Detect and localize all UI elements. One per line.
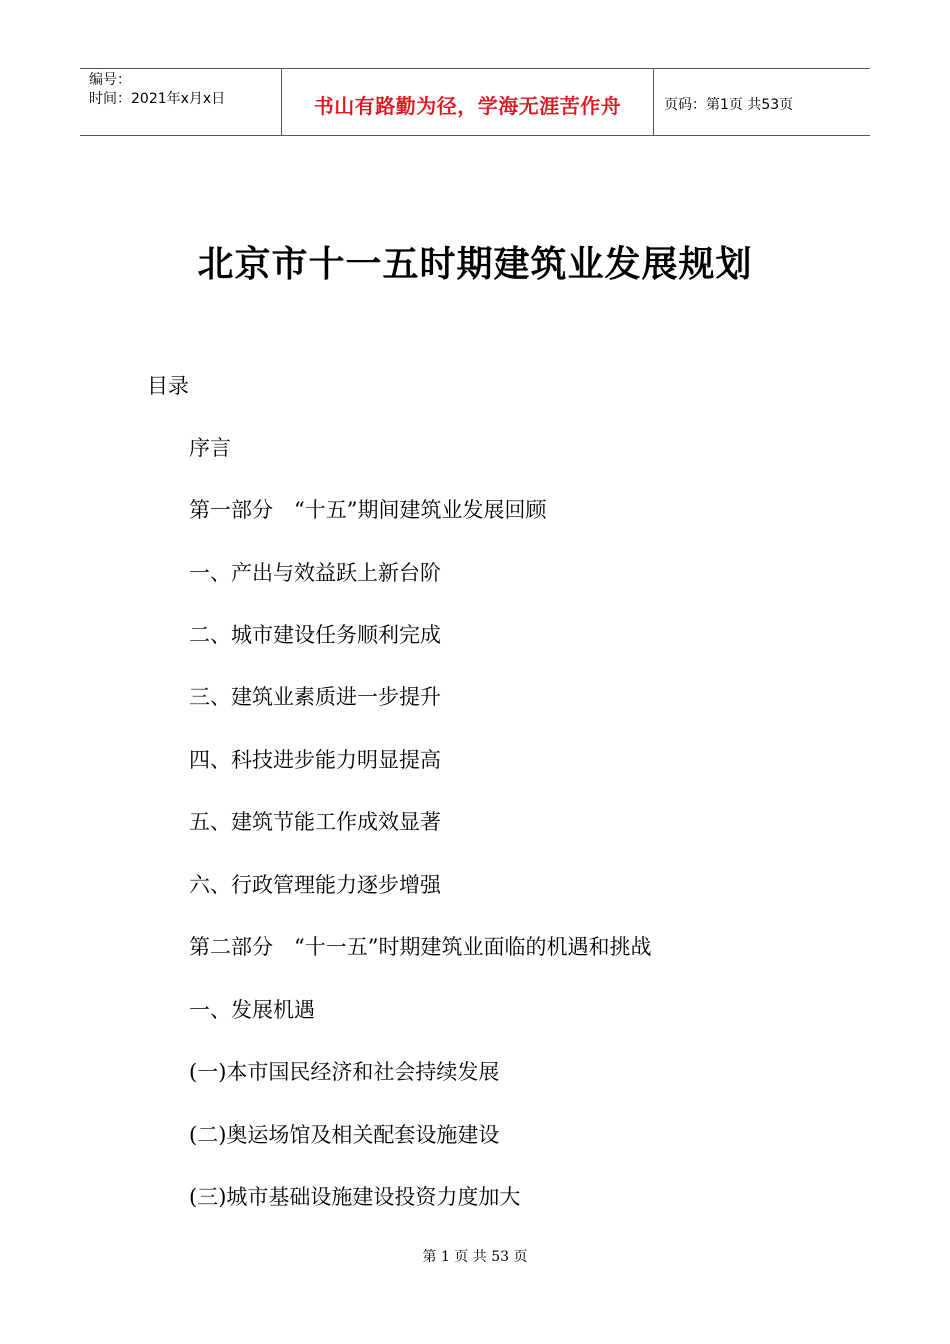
page-footer: 第 1 页 共 53 页 xyxy=(422,1249,528,1265)
header-motto: 书山有路勤为径，学海无涯苦作舟 xyxy=(313,93,622,118)
document-time-label: 时间：2021年x月x日 xyxy=(89,91,226,107)
toc-item: (二)奥运场馆及相关配套设施建设 xyxy=(189,1123,500,1147)
toc-item: (三)城市基础设施建设投资力度加大 xyxy=(189,1185,521,1209)
toc-item: 四、科技进步能力明显提高 xyxy=(189,748,441,772)
toc-item: 第二部分 “十一五”时期建筑业面临的机遇和挑战 xyxy=(189,935,652,959)
document-title: 北京市十一五时期建筑业发展规划 xyxy=(197,244,753,285)
header-page-cell xyxy=(654,69,870,135)
toc-item: (一)本市国民经济和社会持续发展 xyxy=(189,1060,500,1084)
toc-item: 二、城市建设任务顺利完成 xyxy=(189,623,441,647)
header-info-cell xyxy=(80,69,282,135)
toc-item: 第一部分 “十五”期间建筑业发展回顾 xyxy=(189,498,547,522)
toc-item: 一、发展机遇 xyxy=(189,998,315,1022)
toc-item: 五、建筑节能工作成效显著 xyxy=(189,810,441,834)
toc-heading: 目录 xyxy=(147,374,189,398)
header-motto-cell xyxy=(282,69,654,135)
toc-item: 一、产出与效益跃上新台阶 xyxy=(189,561,441,585)
document-number-label: 编号： xyxy=(89,72,131,88)
toc-item: 序言 xyxy=(189,436,231,460)
toc-item: 六、行政管理能力逐步增强 xyxy=(189,873,441,897)
page-header xyxy=(80,68,870,136)
header-page-info: 页码：第1页 共53页 xyxy=(664,97,794,113)
toc-item: 三、建筑业素质进一步提升 xyxy=(189,685,441,709)
